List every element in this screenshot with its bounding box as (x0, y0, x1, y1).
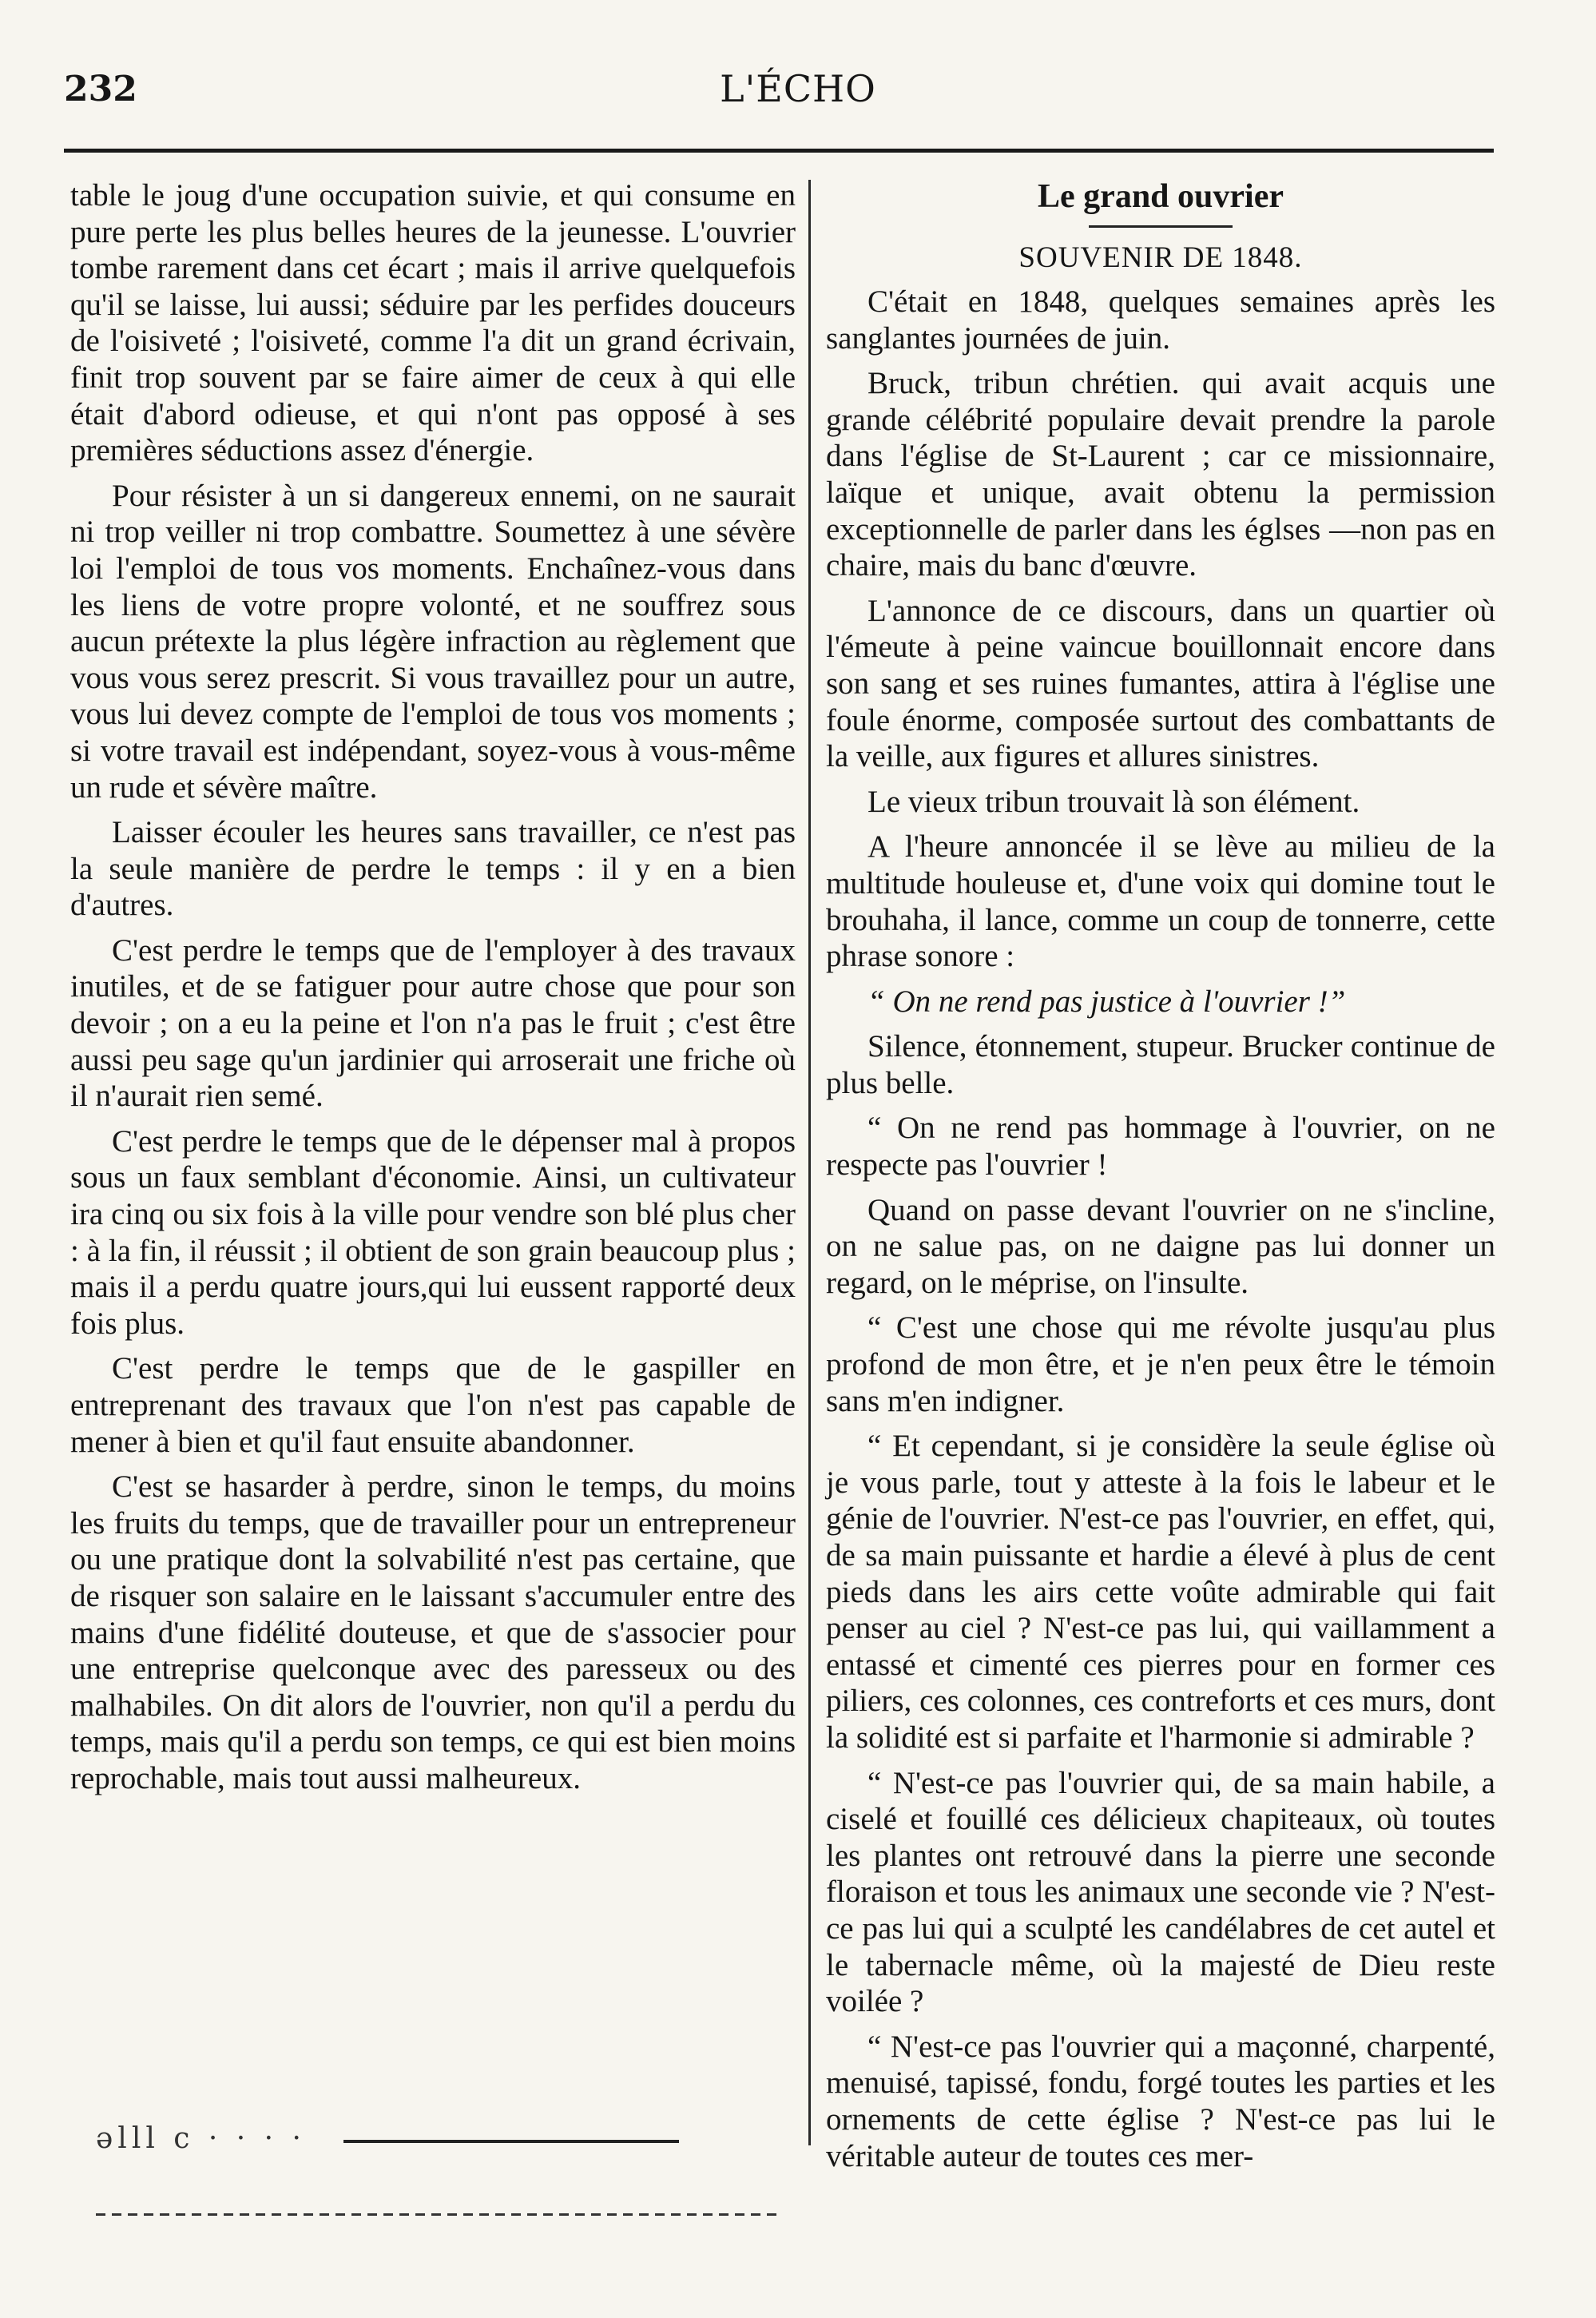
left-paragraph: C'est perdre le temps que de le gaspiller en entreprenant des travaux que l'on n'est pas capable de mener à bien et qu'il faut ensuite abandonner. (70, 1351, 796, 1459)
right-quote: “ On ne rend pas justice à l'ouvrier !” (867, 984, 1346, 1019)
right-paragraph: Bruck, tribun chrétien. qui avait acquis une grande célébrité populaire devait prendre la parole dans l'église de St-Laurent ; car ce missionnaire, laïque et unique, avait obtenu la permission exceptionnelle de parler dans les églses —non pas en chaire, mais du banc d'œuvre. (826, 366, 1495, 583)
article-title: Le grand ouvrier (1038, 178, 1284, 215)
right-paragraph: A l'heure annoncée il se lève au milieu de la multitude houleuse et, d'une voix qui domine tout le brouhaha, il lance, comme un coup de tonnerre, cette phrase sonore : (826, 829, 1495, 974)
ornament-text: ǝlll c · · · · (96, 2122, 306, 2155)
right-column (826, 177, 1495, 2183)
left-paragraph: C'est se hasarder à perdre, sinon le temps, du moins les fruits du temps, que de travailler pour un entrepreneur ou une pratique dont la solvabilité n'est pas certaine, que de risquer son salaire en le laissant s'accumuler entre des mains d'une fidélité douteuse, et que de s'associer pour une entreprise quelconque avec des paresseux ou des malhabiles. On dit alors de l'ouvrier, non qu'il a perdu du temps, mais qu'il a perdu son temps, ce qui est bien moins reprochable, mais tout aussi malheureux. (70, 1469, 796, 1795)
left-paragraph: Laisser écouler les heures sans travailler, ce n'est pas la seule manière de perdre le temps : il y en a bien d'autres. (70, 815, 796, 923)
footer-ornament (88, 2122, 727, 2164)
right-paragraph: “ On ne rend pas hommage à l'ouvrier, on ne respecte pas l'ouvrier ! (826, 1111, 1495, 1183)
right-paragraph: L'annonce de ce discours, dans un quartier où l'émeute à peine vaincue bouillonnait encore dans son sang et ses ruines fumantes, attira à l'église une foule énorme, composée surtout des combattants de la veille, aux figures et allures sinistres. (826, 593, 1495, 774)
left-paragraph: table le joug d'une occupation suivie, et qui consume en pure perte les plus belles heures de la jeunesse. L'ouvrier tombe rarement dans cet écart ; mais il arrive quelquefois qu'il se laisse, lui aussi; séduire par les perfides douceurs de l'oisiveté ; l'oisiveté, comme l'a dit un grand écrivain, finit trop souvent par se faire aimer de ceux à qui elle était d'abord odieuse, et qui n'ont pas opposé à ses premières séductions assez d'énergie. (70, 178, 796, 468)
left-column (70, 177, 796, 1806)
right-paragraph: “ C'est une chose qui me révolte jusqu'au plus profond de mon être, et je n'en peux être le témoin sans m'en indigner. (826, 1310, 1495, 1418)
right-paragraph: Le vieux tribun trouvait là son élément. (867, 784, 1360, 819)
column-divider (808, 180, 811, 2145)
article-subtitle: SOUVENIR DE 1848. (1018, 241, 1303, 274)
left-paragraph: C'est perdre le temps que de le dépenser mal à propos sous un faux semblant d'économie. Ainsi, un cultivateur ira cinq ou six fois à la ville pour vendre son blé plus cher : à la fin, il réussit ; il obtient de son grain beaucoup plus ; mais il a perdu quatre jours,qui lui eussent rapporté deux fois plus. (70, 1123, 796, 1341)
left-paragraph: C'est perdre le temps que de l'employer à des travaux inutiles, et de se fatiguer pour autre chose que pour son devoir ; on a eu la peine et l'on n'a pas le fruit ; c'est être aussi peu sage qu'un jardinier qui arroserait une friche où il n'aurait rien semé. (70, 932, 796, 1114)
title-rule (1089, 225, 1233, 228)
right-paragraph: Silence, étonnement, stupeur. Brucker continue de plus belle. (826, 1029, 1495, 1100)
right-paragraph: C'était en 1848, quelques semaines après les sanglantes journées de juin. (826, 284, 1495, 356)
page-number: 232 (64, 69, 137, 109)
right-paragraph: “ Et cependant, si je considère la seule église où je vous parle, tout y atteste à la fois le labeur et le génie de l'ouvrier. N'est-ce pas l'ouvrier, en effet, qui, de sa main puissante et hardie a élevé à plus de cent pieds dans les airs cette voûte admirable qui fait penser au ciel ? N'est-ce pas lui, qui vaillamment a entassé et cimenté ces pierres pour en former ces piliers, ces colonnes, ces contreforts et ces murs, dont la solidité est si parfaite et l'harmonie si admirable ? (826, 1429, 1495, 1755)
left-paragraph: Pour résister à un si dangereux ennemi, on ne saurait ni trop veiller ni trop combattre. Soumettez à une sévère loi l'emploi de tous vos moments. Enchaînez-vous dans les liens de votre propre volonté, et ne souffrez sous aucun prétexte la plus légère infraction au règlement que vous vous serez prescrit. Si vous travaillez pour un autre, vous lui devez compte de l'emploi de tous vos moments ; si votre travail est indépendant, soyez-vous à vous-même un rude et sévère maître. (70, 478, 796, 805)
right-paragraph: “ N'est-ce pas l'ouvrier qui, de sa main habile, a ciselé et fouillé ces délicieux chapiteaux, où toutes les plantes ont retrouvé dans la pierre une seconde floraison et tous les animaux une seconde vie ? N'est-ce pas lui qui a sculpté les candélabres de cet autel et le tabernacle même, où la majesté de Dieu reste voilée ? (826, 1765, 1495, 2019)
header-rule (64, 149, 1494, 153)
page-header (0, 56, 1596, 120)
right-paragraph: “ N'est-ce pas l'ouvrier qui a maçonné, charpenté, menuisé, tapissé, fondu, forgé toutes les parties et les ornements de cette église ? N'est-ce pas lui le véritable auteur de toutes ces mer- (826, 2029, 1495, 2173)
running-title: L'ÉCHO (720, 67, 876, 110)
right-paragraph: Quand on passe devant l'ouvrier on ne s'incline, on ne salue pas, on ne daigne pas lui donner un regard, on le méprise, on l'insulte. (826, 1192, 1495, 1300)
bottom-rule (96, 2213, 783, 2216)
ornament-line (343, 2140, 679, 2143)
